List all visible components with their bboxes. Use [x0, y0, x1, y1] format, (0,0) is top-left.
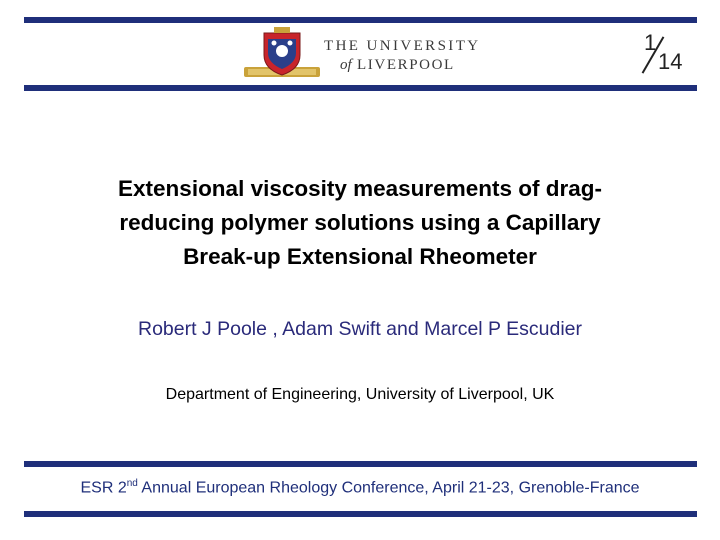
footer-prefix: ESR 2: [80, 479, 127, 497]
slide-number: [634, 30, 686, 78]
footer-superscript: nd: [126, 478, 138, 489]
slide-title: [40, 172, 680, 274]
university-name-liverpool: LIVERPOOL: [357, 57, 455, 73]
conference-footer: [0, 478, 720, 497]
header-top-rule: [24, 17, 697, 23]
authors: Robert J Poole , Adam Swift and Marcel P Escudier: [137, 318, 582, 340]
footer-top-rule: [24, 461, 697, 467]
affiliation: Department of Engineering, University of Liverpool, UK: [165, 386, 555, 403]
slide-title-line: reducing polymer solutions using a Capillary: [119, 210, 601, 235]
university-crest-icon: [244, 27, 320, 79]
slide-title-line: Break-up Extensional Rheometer: [183, 244, 537, 269]
footer-suffix: Annual European Rheology Conference, April 21-23, Grenoble-France: [137, 479, 640, 497]
slide-number-total: 14: [658, 49, 683, 74]
slide-number-current: 1: [644, 30, 657, 55]
header-bottom-rule: [24, 85, 697, 91]
university-name-line1: THE UNIVERSITY: [324, 38, 481, 54]
footer-bottom-rule: [24, 511, 697, 517]
university-name-line2: [340, 57, 455, 74]
university-name-of: of: [340, 57, 352, 73]
slide-title-line: Extensional viscosity measurements of drag-: [118, 176, 602, 201]
